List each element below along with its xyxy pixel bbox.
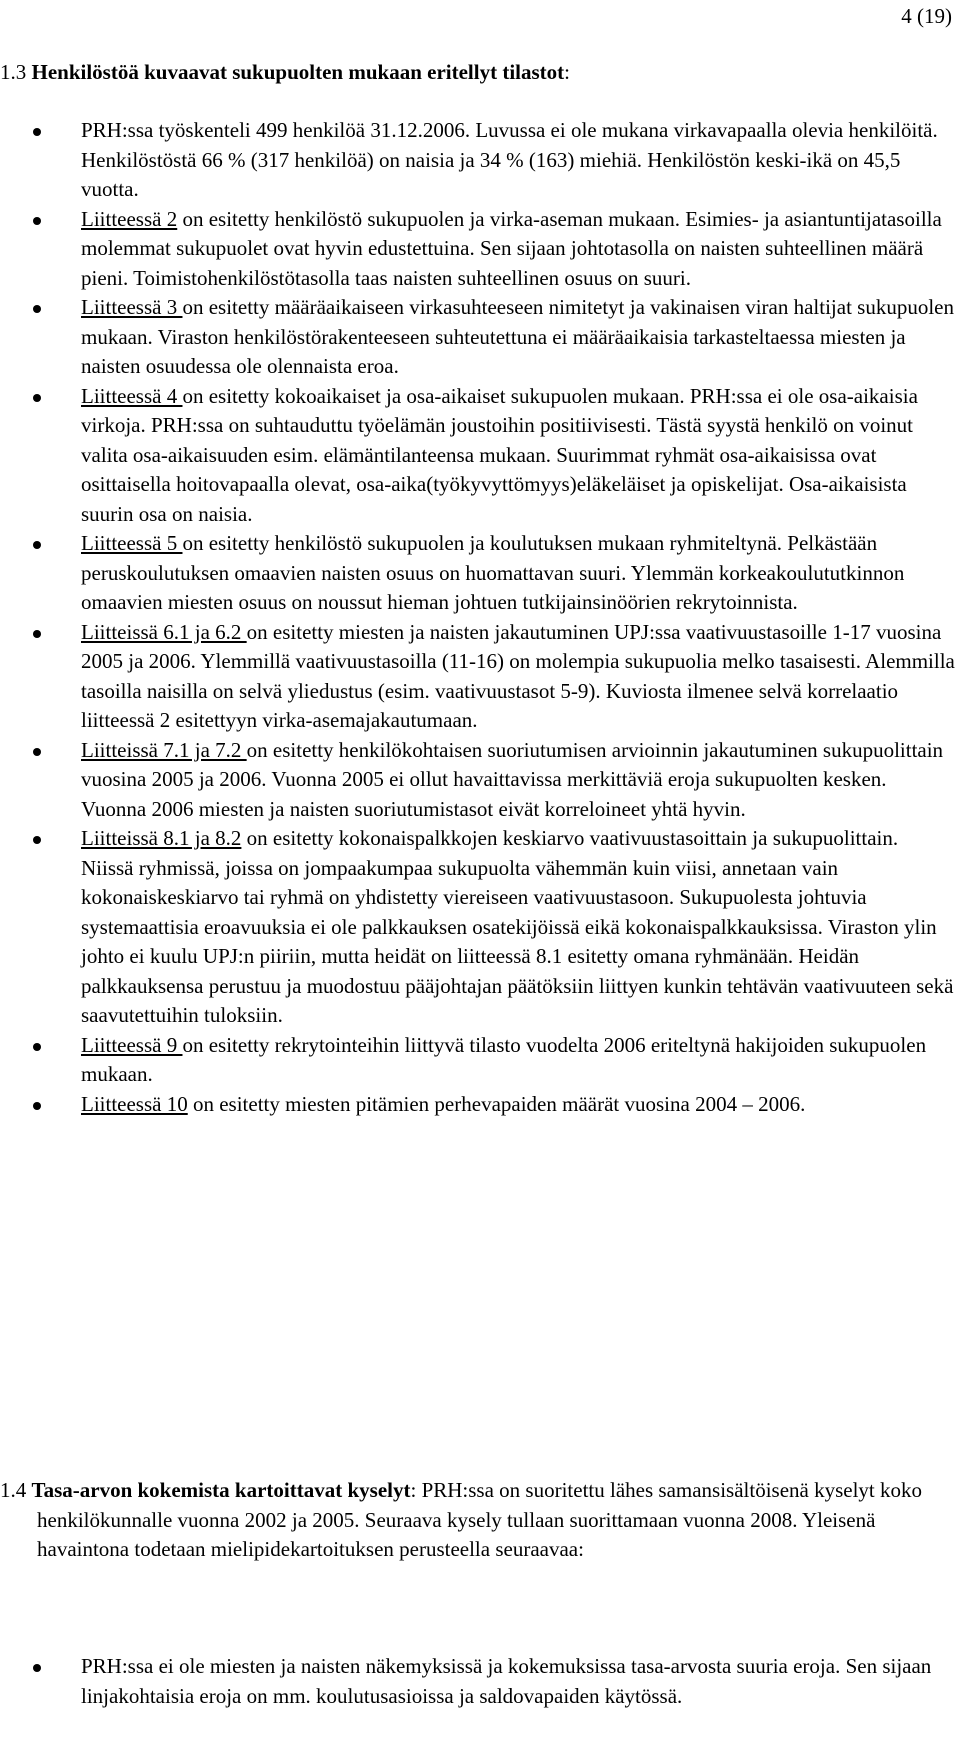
list-item bbox=[0, 1031, 960, 1090]
bullet-icon bbox=[33, 541, 41, 549]
bullet-icon bbox=[33, 1664, 41, 1672]
survey-list bbox=[0, 1652, 960, 1711]
list-item bbox=[0, 736, 960, 825]
bullet-icon bbox=[33, 128, 41, 136]
list-item bbox=[0, 1652, 960, 1711]
section-title: Tasa-arvon kokemista kartoittavat kyselyt bbox=[31, 1478, 411, 1502]
section-1-4 bbox=[0, 1476, 955, 1565]
list-item bbox=[0, 529, 960, 618]
list-item-text: on esitetty kokonaispalkkojen keskiarvo vaativuustasoittain ja sukupuolittain. Niissä ryhmissä, joissa on jompaakumpaa sukupuolta vähemmän kuin viisi, annetaan vain kokonaiskeskiarvo tai ryhmä on yhdistetty viereiseen vaativuustasoon. Sukupuolesta johtuvia systemaattisia eroavuuksia ei ole palkkauksen osatekijöissä eikä kokonaispalkkauksissa. Viraston ylin johto ei kuulu UPJ:n piiriin, mutta heidät on liitteessä 8.1 esitetty omana ryhmänään. Heidän palkkauksensa perustuu ja muodostuu pääjohtajan päätöksiin liittyen kunkin tehtävän vaativuuteen sekä saavutettuihin tuloksiin. bbox=[81, 826, 954, 1027]
list-item bbox=[0, 1090, 960, 1120]
list-item-text: on esitetty henkilöstö sukupuolen ja koulutuksen mukaan ryhmiteltynä. Pelkästään peruskoulutuksen omaavien naisten osuus on huomattavan suuri. Ylemmän korkeakoulututkinnon omaavien miesten osuus on noussut hieman johtuen tutkijainsinöörien rekrytoinnista. bbox=[81, 531, 905, 614]
appendix-link[interactable]: Liitteessä 10 bbox=[81, 1091, 188, 1116]
appendix-link[interactable]: Liitteissä 8.1 ja 8.2 bbox=[81, 826, 242, 850]
list-item-text: on esitetty rekrytointeihin liittyvä tilasto vuodelta 2006 eriteltynä hakijoiden sukupuolen mukaan. bbox=[81, 1032, 927, 1086]
section-title: Henkilöstöä kuvaavat sukupuolten mukaan eritellyt tilastot bbox=[31, 60, 565, 84]
bullet-icon bbox=[33, 836, 41, 844]
bullet-icon bbox=[33, 748, 41, 756]
bullet-icon bbox=[33, 305, 41, 313]
section-number: 1.3 bbox=[0, 60, 27, 84]
list-item bbox=[0, 824, 960, 1031]
appendix-link[interactable]: Liitteessä 2 bbox=[81, 206, 178, 231]
appendix-link[interactable]: Liitteissä 7.1 ja 7.2 bbox=[81, 737, 247, 762]
bullet-icon bbox=[33, 1043, 41, 1051]
bullet-icon bbox=[33, 217, 41, 225]
list-item-text: on esitetty miesten pitämien perhevapaiden määrät vuosina 2004 – 2006. bbox=[187, 1091, 806, 1116]
bullet-icon bbox=[33, 394, 41, 402]
list-item bbox=[0, 382, 960, 530]
list-item bbox=[0, 116, 960, 205]
list-item bbox=[0, 618, 960, 736]
list-item-text: on esitetty henkilökohtaisen suoriutumisen arvioinnin jakautuminen sukupuolittain vuosina 2005 ja 2006. Vuonna 2005 ei ollut havaittavissa merkittäviä eroja sukupuolten kesken. Vuonna 2006 miesten ja naisten suoriutumistasot eivät korreloineet yhtä hyvin. bbox=[81, 737, 944, 821]
appendix-link[interactable]: Liitteessä 4 bbox=[81, 383, 183, 408]
statistics-list bbox=[0, 116, 960, 1119]
list-item bbox=[0, 205, 960, 294]
bullet-icon bbox=[33, 1102, 41, 1110]
section-text: : PRH:ssa on suoritettu lähes samansisältöisenä kyselyt koko henkilökunnalle vuonna 2002 ja 2005. Seuraava kysely tullaan suorittamaan vuonna 2008. Yleisenä havaintona todetaan mielipidekartoituksen perusteella seuraavaa: bbox=[37, 1478, 923, 1561]
section-heading-1-3 bbox=[0, 58, 955, 88]
appendix-link[interactable]: Liitteessä 5 bbox=[81, 531, 183, 555]
section-number: 1.4 bbox=[0, 1478, 27, 1502]
section-colon: : bbox=[564, 60, 570, 84]
appendix-link[interactable]: Liitteessä 9 bbox=[81, 1032, 183, 1057]
list-item-text: PRH:ssa ei ole miesten ja naisten näkemyksissä ja kokemuksissa tasa-arvosta suuria eroja. Sen sijaan linjakohtaisia eroja on mm. koulutusasioissa ja saldovapaiden käytössä. bbox=[81, 1654, 932, 1708]
list-item-text: on esitetty kokoaikaiset ja osa-aikaiset sukupuolen mukaan. PRH:ssa ei ole osa-aikaisia virkoja. PRH:ssa on suhtauduttu työelämän joustoihin positiivisesti. Tästä syystä henkilö on voinut valita osa-aikaisuuden esim. elämäntilanteensa mukaan. Suurimmat ryhmät osa-aikaisissa ovat osittaisella hoitovapaalla olevat, osa-aika(työkyvyttömyys)eläkeläiset ja opiskelijat. Osa-aikaisista suurin osa on naisia. bbox=[81, 383, 918, 526]
page-number: 4 (19) bbox=[901, 4, 952, 28]
appendix-link[interactable]: Liitteissä 6.1 ja 6.2 bbox=[81, 619, 247, 644]
list-item-text: on esitetty henkilöstö sukupuolen ja virka-aseman mukaan. Esimies- ja asiantuntijatasoilla molemmat sukupuolet ovat hyvin edustettuina. Sen sijaan johtotasolla on naisten suhteellinen määrä pieni. Toimistohenkilöstötasolla taas naisten suhteellinen osuus on suuri. bbox=[81, 206, 942, 290]
list-item-text: on esitetty määräaikaiseen virkasuhteeseen nimitetyt ja vakinaisen viran haltijat sukupuolen mukaan. Viraston henkilöstörakenteeseen suhteutettuna ei määräaikaisia tarkasteltaessa miesten ja naisten osuudessa ole olennaista eroa. bbox=[81, 295, 954, 378]
appendix-link[interactable]: Liitteessä 3 bbox=[81, 295, 183, 319]
list-item-text: PRH:ssa työskenteli 499 henkilöä 31.12.2006. Luvussa ei ole mukana virkavapaalla olevia henkilöitä. Henkilöstöstä 66 % (317 henkilöä) on naisia ja 34 % (163) miehiä. Henkilöstön keski-ikä on 45,5 vuotta. bbox=[81, 118, 938, 201]
list-item-text: on esitetty miesten ja naisten jakautuminen UPJ:ssa vaativuustasoille 1-17 vuosina 2005 ja 2006. Ylemmillä vaativuustasoilla (11-16) on molempia sukupuolia melko tasaisesti. Alemmilla tasoilla naisilla on selvä yliedustus (esim. vaativuustasot 5-9). Kuviosta ilmenee selvä korrelaatio liitteessä 2 esitettyyn virka-asemajakautumaan. bbox=[81, 619, 955, 732]
bullet-icon bbox=[33, 630, 41, 638]
list-item bbox=[0, 293, 960, 382]
